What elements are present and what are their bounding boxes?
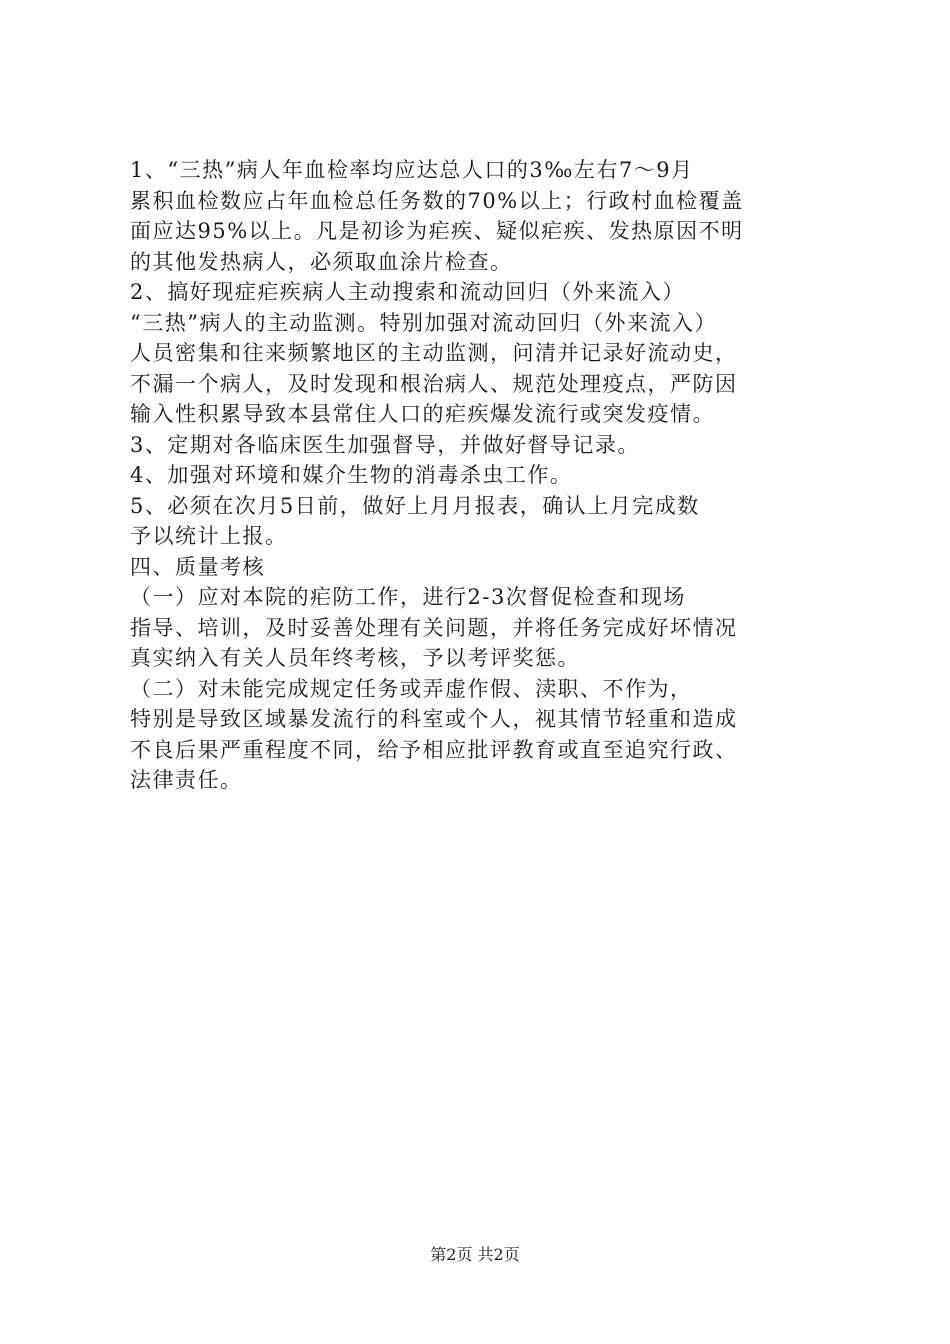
text-line: 1、“三热”病人年血检率均应达总人口的3‰左右7～9月 [130,158,694,182]
text-line: 面应达95%以上。凡是初诊为疟疾、疑似疟疾、发热原因不明 [130,219,744,243]
text-line: （一）应对本院的疟防工作，进行2-3次督促检查和现场 [130,585,686,609]
document-body [130,155,836,796]
text-line: 人员密集和往来频繁地区的主动监测，问清并记录好流动史， [130,341,738,365]
text-line: 3、定期对各临床医生加强督导，并做好督导记录。 [130,432,640,457]
text-line: 2、搞好现症疟疾病人主动搜索和流动回归（外来流入） [130,280,685,304]
text-line: “三热”病人的主动监测。特别加强对流动回归（外来流入） [130,310,717,335]
text-line: 4、加强对环境和媒介生物的消毒杀虫工作。 [130,463,573,487]
text-line: 特别是导致区域暴发流行的科室或个人，视其情节轻重和造成 [130,707,738,731]
text-line: 予以统计上报。 [130,524,288,548]
text-line: 累积血检数应占年血检总任务数的70%以上；行政村血检覆盖 [130,188,744,213]
text-line: 法律责任。 [130,768,243,792]
text-line: 指导、培训，及时妥善处理有关问题，并将任务完成好坏情况 [130,615,738,640]
section-heading: 四、质量考核 [130,554,265,579]
page-number-footer: 第2页 共2页 [430,1245,520,1264]
text-line: 5、必须在次月5日前，做好上月月报表，确认上月完成数 [130,493,700,518]
text-line: 真实纳入有关人员年终考核，予以考评奖惩。 [130,646,580,670]
text-line: 输入性积累导致本县常住人口的疟疾爆发流行或突发疫情。 [130,402,715,426]
text-line: 不漏一个病人，及时发现和根治病人、规范处理疫点，严防因 [130,371,738,396]
text-line: 不良后果严重程度不同，给予相应批评教育或直至追究行政、 [130,737,738,762]
text-line: （二）对未能完成规定任务或弄虚作假、渎职、不作为， [130,676,693,701]
text-line: 的其他发热病人，必须取血涂片检查。 [130,249,513,274]
